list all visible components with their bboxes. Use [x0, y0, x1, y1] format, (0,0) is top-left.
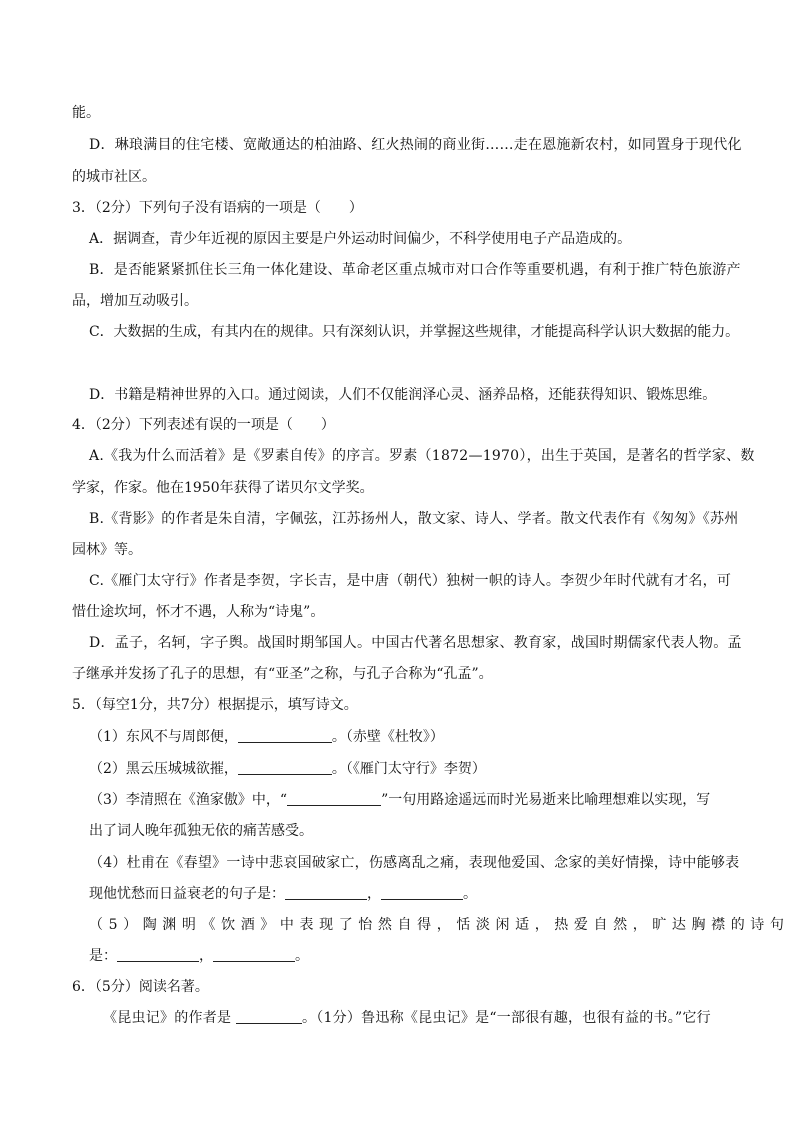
- option-d: D．孟子，名轲，字子舆。战国时期邹国人。中国古代著名思想家、教育家，战国时期儒家代表人物。孟: [89, 635, 742, 651]
- text-line: 园林》等。: [72, 542, 142, 558]
- text-line: 品，增加互动吸引。: [72, 293, 198, 309]
- text: （1）东风不与周郎便，: [89, 729, 238, 745]
- option-d: D．书籍是精神世界的入口。通过阅读，人们不仅能润泽心灵、涵养品格，还能获得知识、锻炼思维。: [89, 387, 717, 403]
- fill-item-3: [89, 790, 710, 810]
- text: 。（1分）鲁迅称《昆虫记》是“一部很有趣，也很有益的书。”它行: [301, 1010, 711, 1026]
- text: 。: [463, 886, 477, 902]
- question-6-title: 6．（5分）阅读名著。: [72, 979, 209, 995]
- text-line: 学家，作家。他在1950年获得了诺贝尔文学奖。: [72, 480, 374, 496]
- fill-item-2: [89, 759, 486, 779]
- option-c: C.《雁门太守行》作者是李贺，字长吉，是中唐（朝代）独树一帜的诗人。李贺少年时代就有才名，可: [89, 573, 732, 589]
- text: 。: [295, 948, 309, 964]
- text-line: 出了词人晚年孤独无依的痛苦感受。: [89, 823, 313, 839]
- text: ”一句用路途遥远而时光易逝来比喻理想难以实现，写: [381, 792, 711, 808]
- option-b: B．是否能紧紧抓住长三角一体化建设、革命老区重点城市对口合作等重要机遇，有利于推广特色旅游产: [89, 262, 741, 278]
- option-b: B.《背影》的作者是朱自清，字佩弦，江苏扬州人，散文家、诗人、学者。散文代表作有《匆匆》《苏州: [89, 511, 739, 527]
- text-line: 的城市社区。: [72, 169, 156, 185]
- option-a: A.《我为什么而活着》是《罗素自传》的序言。罗素（1872—1970），出生于英国，是著名的哲学家、数: [89, 448, 755, 464]
- text: 是：: [89, 948, 117, 964]
- fill-item-5-blanks: [89, 946, 309, 966]
- answer-blank[interactable]: [238, 728, 332, 743]
- answer-blank[interactable]: [117, 947, 199, 962]
- answer-blank[interactable]: [213, 947, 295, 962]
- text-line: 子继承并发扬了孔子的思想，有“亚圣”之称，与孔子合称为“孔孟”。: [72, 666, 493, 682]
- answer-blank[interactable]: [287, 791, 381, 806]
- text-line: 惜仕途坎坷，怀才不遇，人称为“诗鬼”。: [72, 604, 325, 620]
- option-c: C．大数据的生成，有其内在的规律。只有深刻认识，并掌握这些规律，才能提高科学认识大数据的能力。: [89, 324, 740, 340]
- option-d-line: D．琳琅满目的住宅楼、宽敞通达的柏油路、红火热闹的商业街……走在恩施新农村，如同置身于现代化: [89, 137, 742, 153]
- text: 《昆虫记》的作者是: [103, 1010, 232, 1026]
- answer-blank[interactable]: [236, 1009, 302, 1024]
- option-a: A．据调查，青少年近视的原因主要是户外运动时间偏少，不科学使用电子产品造成的。: [89, 231, 632, 247]
- fill-item-4: （4）杜甫在《春望》一诗中悲哀国破家亡，伤感离乱之痛，表现他爱国、念家的美好情操，诗中能够表: [89, 855, 740, 871]
- text: ，: [367, 886, 381, 902]
- text: ，: [199, 948, 213, 964]
- fill-item-5: （5）陶渊明《饮酒》中表现了怡然自得，恬淡闲适，热爱自然，旷达胸襟的诗句: [89, 917, 790, 933]
- fill-item-4-blanks: [89, 884, 477, 904]
- question-5-title: 5．（每空1分，共7分）根据提示，填写诗文。: [72, 697, 358, 713]
- text: （3）李清照在《渔家傲》中，“: [89, 792, 288, 808]
- question-6-text: [103, 1008, 711, 1028]
- text: 现他忧愁而日益衰老的句子是：: [89, 886, 285, 902]
- question-4-title: 4．（2分）下列表述有误的一项是（ ）: [72, 417, 335, 433]
- text-line: 能。: [72, 105, 100, 121]
- answer-blank[interactable]: [381, 885, 463, 900]
- answer-blank[interactable]: [285, 885, 367, 900]
- answer-blank[interactable]: [238, 760, 332, 775]
- text: （2）黑云压城城欲摧，: [89, 761, 238, 777]
- text: 。（《雁门太守行》李贺）: [331, 761, 486, 777]
- fill-item-1: [89, 727, 444, 747]
- text: 。（赤壁《杜牧》）: [331, 729, 444, 745]
- question-3-title: 3．（2分）下列句子没有语病的一项是（ ）: [72, 200, 363, 216]
